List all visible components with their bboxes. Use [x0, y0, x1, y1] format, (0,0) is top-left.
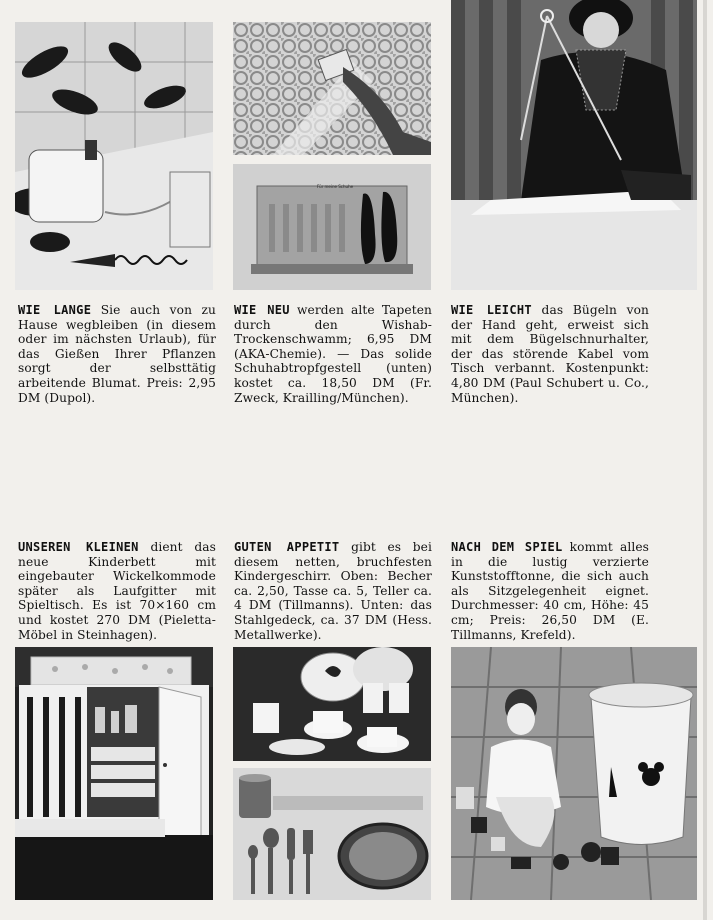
- caption-lead: NACH DEM SPIEL: [451, 540, 563, 554]
- photo-shoe-rack: [233, 164, 431, 290]
- caption-lead: WIE LANGE: [18, 303, 92, 317]
- caption-text: werden alte Tapeten durch den Wishab-Trockenschwamm; 6,95 DM (AKA-Chemie). — Das solide Schuhabtropfgestell (unten) kostet ca. 18,50 DM (Fr. Zweck, Krailling/München).: [234, 303, 432, 405]
- caption-text: Sie auch von zu Hause wegbleiben (in diesem oder im nächsten Urlaub), für das Gießen Ihrer Pflanzen sorgt der selbsttätig arbeitende Blumat. Preis: 2,95 DM (Dupol).: [18, 303, 216, 405]
- caption-text: dient das neue Kinderbett mit eingebauter Wickelkommode später als Laufgitter mit Spieltisch. Es ist 70×160 cm und kostet 270 DM (Pieletta-Möbel in Steinhagen).: [18, 540, 216, 642]
- photo-childrens-tableware: [233, 647, 431, 761]
- caption-lead: WIE LEICHT: [451, 303, 532, 317]
- caption-text: gibt es bei diesem netten, bruchfesten Kindergeschirr. Oben: Becher ca. 2,50, Tasse ca. 5, Teller ca. 4 DM (Tillmanns). Unten: das Stahlgedeck, ca. 37 DM (Hess. Metallwerke).: [234, 540, 432, 642]
- caption-unseren-kleinen: [18, 540, 216, 642]
- photo-baby-toy-bin: [451, 647, 697, 900]
- photo-steel-cutlery: [233, 768, 431, 900]
- caption-wie-lange: [18, 303, 216, 405]
- shoe-rack-sign: Für meine Schuhe: [317, 184, 354, 189]
- caption-lead: UNSEREN KLEINEN: [18, 540, 139, 554]
- caption-wie-neu: [234, 303, 432, 405]
- caption-nach-dem-spiel: [451, 540, 649, 642]
- photo-plant-watering: [15, 22, 213, 290]
- caption-guten-appetit: [234, 540, 432, 642]
- page-edge: [703, 0, 707, 920]
- caption-lead: GUTEN APPETIT: [234, 540, 340, 554]
- caption-lead: WIE NEU: [234, 303, 290, 317]
- caption-text: das Bügeln von der Hand geht, erweist sich mit dem Bügelschnurhalter, der das störende Kabel vom Tisch verbannt. Kostenpunkt: 4,80 DM (Paul Schubert u. Co., München).: [451, 303, 649, 405]
- caption-wie-leicht: [451, 303, 649, 405]
- photo-wallpaper-sponge: [233, 22, 431, 155]
- photo-ironing: [451, 0, 697, 290]
- caption-text: kommt alles in die lustig verzierte Kunststofftonne, die sich auch als Sitzgelegenheit eignet. Durchmesser: 40 cm, Höhe: 45 cm; Preis: 26,50 DM (E. Tillmanns, Krefeld).: [451, 540, 649, 642]
- photo-crib-changing-table: [15, 647, 213, 900]
